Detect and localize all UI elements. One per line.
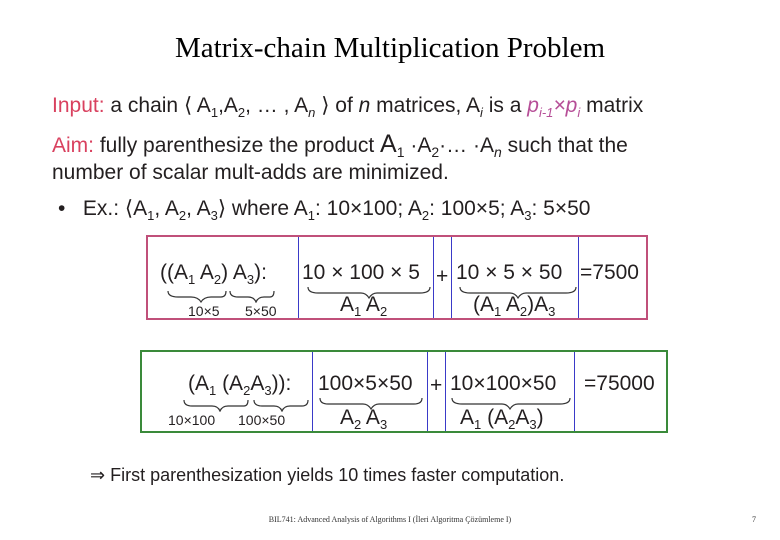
parenthesization-box-2: ($A_1$ $(A_2A_3)$): 10×100 100×50 100×5×50 $A_2$ $A_3$ + 10×100×50 $A_1$ $(A_2A_3)$ =75000 [140, 350, 668, 433]
aim-line: Aim: fully parenthesize the product $A_1$ $\cdot A_2\cdot\dots \cdot A_n$ such that the [52, 130, 628, 161]
underbrace-icon [166, 289, 276, 303]
conclusion-line: ⇒ First parenthesization yields 10 times faster computation. [90, 465, 565, 485]
underbrace-icon [182, 398, 312, 412]
cost-2: 10×100×50 [450, 372, 557, 395]
input-line: Input: a chain ⟨ $A_1,A_2$, … , $A_n$ ⟩ of n matrices, $A_i$ is a $p_{i-1}\times p_i$ matrix [52, 94, 644, 121]
footer-text: BIL741: Advanced Analysis of Algorithms I (İleri Algoritma Çözümleme I) [268, 515, 512, 524]
page-number: 7 [752, 515, 756, 524]
example-line: • Ex.: $⟨A_1$, $A_2$, $A_3⟩$ where $A_1$: 10×100; $A_2$: 100×5; $A_3$: 5×50 [58, 197, 591, 224]
parenthesization-box-1: (($A_1$ $A_2$) $A_3$): 10×5 5×50 10 × 100 × 5 $A_1$ $A_2$ + 10 × 5 × 50 ($A_1$ $A_2)A_3$ =7500 [146, 235, 648, 320]
implies-arrow-icon: ⇒ [90, 465, 106, 485]
aim-line-2: number of scalar mult-adds are minimized. [52, 161, 449, 184]
aim-label: Aim: [52, 134, 94, 157]
plus-sign: + [430, 374, 443, 397]
expression-2: ($A_1$ $(A_2A_3)$): [188, 372, 292, 399]
plus-sign: + [436, 265, 449, 288]
total-2: =75000 [584, 372, 655, 395]
total-1: =7500 [580, 261, 639, 284]
cost-1: 10 × 100 × 5 [302, 261, 420, 284]
cost-2: 10 × 5 × 50 [456, 261, 563, 284]
cost-1: 100×5×50 [318, 372, 413, 395]
slide-title: Matrix-chain Multiplication Problem [174, 32, 606, 64]
expression-1: (($A_1$ $A_2$) $A_3$): [160, 261, 267, 288]
input-label: Input: [52, 94, 105, 117]
